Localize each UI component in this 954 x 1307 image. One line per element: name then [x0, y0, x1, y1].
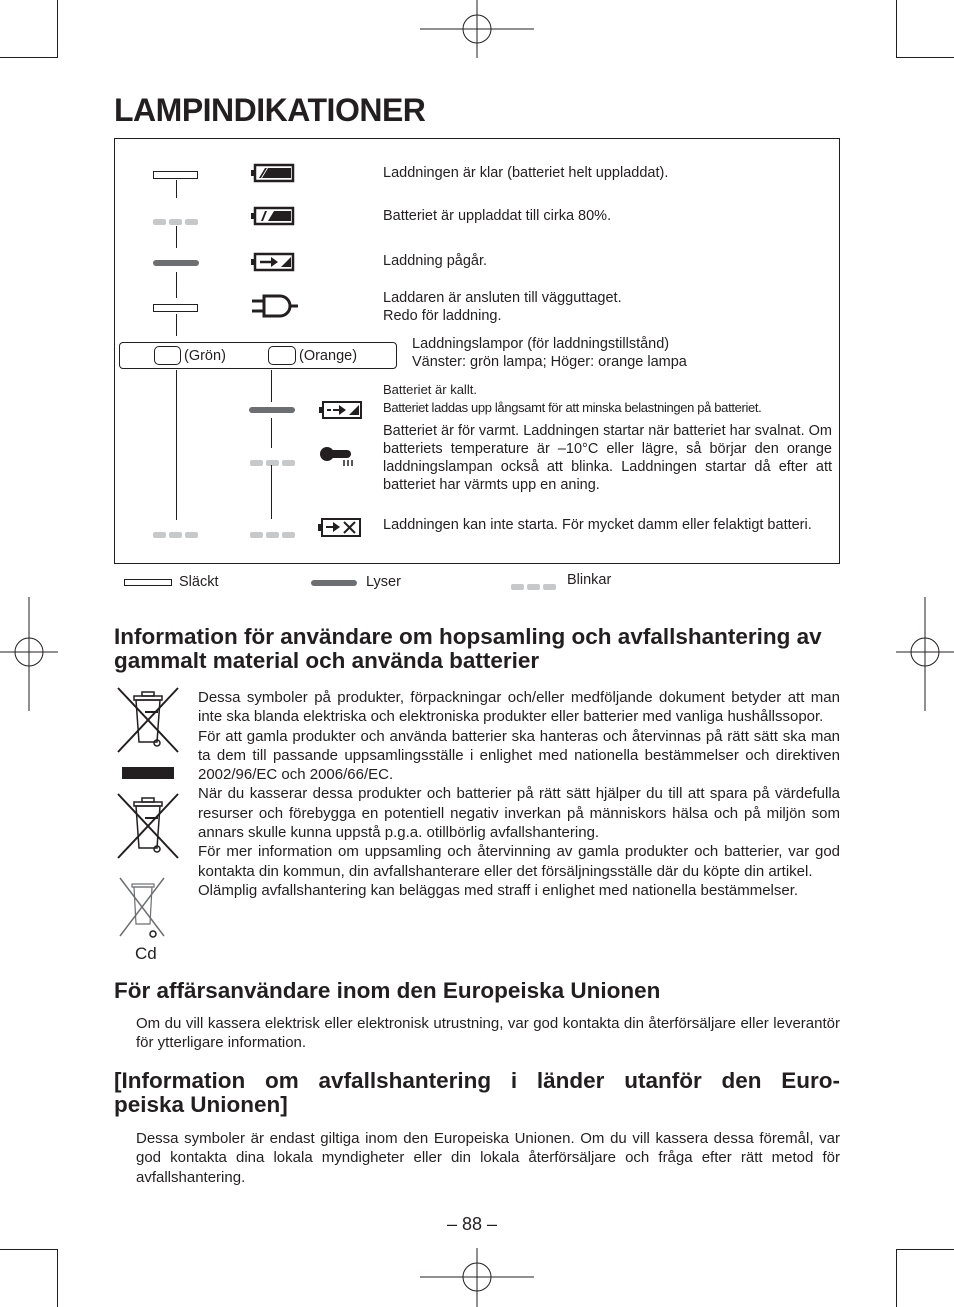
disposal-paragraph: Olämplig avfallshantering kan beläggas med straff i enlighet med nationella bestämmelser.: [198, 881, 799, 899]
legend-on-swatch: [311, 580, 357, 586]
crossed-bin-cd-icon: [108, 872, 172, 942]
battery-error-icon: [318, 517, 364, 539]
legend-off-label: Släckt: [179, 574, 219, 590]
battery-charging-icon: [251, 252, 295, 272]
status-charging-text: Laddning pågår.: [383, 253, 488, 269]
lamp-off: [153, 171, 198, 179]
status-cold-line2: Batteriet laddas upp långsamt för att minska belastningen på batteriet.: [383, 400, 762, 415]
status-cold-line1: Batteriet är kallt.: [383, 382, 477, 397]
disposal-paragraph: För att gamla produkter och använda batterier ska hanteras och återvinnas på rätt sätt ska man ta dem till passande uppsamlingsställe i enlighet med nationella bestämmelser och direktiven 2002/96/EC och 2006/66/EC.: [198, 727, 840, 784]
lamp-blink: [153, 212, 201, 218]
legend-blink-swatch: [511, 577, 559, 583]
disposal-paragraph: För mer information om uppsamling och återvinning av gamla produkter och batterier, var god kontakta din kommun, din avfallshanterare eller det försäljningsställe där du köpte din artikel.: [198, 843, 840, 880]
status-ready-text: [383, 289, 622, 325]
lamp-on: [249, 407, 295, 413]
cd-label: Cd: [135, 944, 157, 963]
battery-slow-icon: [319, 400, 363, 420]
orange-lamp-label: (Orange): [299, 348, 358, 364]
section-heading-disposal: Information för användare om hopsamling och avfallshantering av gammalt material och använda batterier: [114, 624, 822, 673]
status-cold-text: [383, 381, 838, 417]
status-fault-text: Laddningen kan inte starta. För mycket damm eller felaktigt batteri.: [383, 517, 812, 533]
disposal-paragraphs: [198, 688, 840, 900]
lamp-blink: [153, 525, 201, 531]
green-lamp-icon: [154, 346, 181, 365]
legend-on-label: Lyser: [366, 574, 401, 590]
registration-mark-bottom: [420, 1248, 534, 1307]
crossed-bin-icon: [112, 686, 182, 754]
battery-full-icon: [251, 163, 295, 183]
status-80-text: Batteriet är uppladdat till cirka 80%.: [383, 208, 612, 224]
plug-icon: [250, 293, 300, 319]
green-lamp-label: (Grön): [184, 348, 226, 364]
status-ready-line1: Laddaren är ansluten till vägguttaget.: [383, 290, 622, 306]
bar-icon: [122, 767, 174, 779]
section-heading-business: För affärsanvändare inom den Europeiska Unionen: [114, 978, 661, 1003]
legend-off-swatch: [124, 579, 172, 586]
registration-mark-top: [420, 0, 534, 60]
outside-eu-heading-line1: [Information om avfallshantering i länder utanför den Euro-: [114, 1068, 840, 1093]
lamp-header-text: [412, 335, 687, 371]
registration-mark-left: [0, 597, 58, 711]
outside-eu-heading-line2: peiska Unionen]: [114, 1092, 288, 1117]
status-hot-text: Batteriet är för varmt. Laddningen startar när batteriet har svalnat. Om batteriets temperature är –10°C eller lägre, så börjar den orange laddningslampan också att blinka. Laddningen startar då efter att batteriet har värmts upp en aning.: [383, 423, 832, 493]
status-ready-line2: Redo för laddning.: [383, 308, 502, 324]
section-heading-outside-eu: [114, 1069, 840, 1117]
page-title: LAMPINDIKATIONER: [114, 92, 426, 128]
lamp-header-line1: Laddningslampor (för laddningstillstånd): [412, 336, 670, 352]
outside-eu-text: Dessa symboler är endast giltiga inom den Europeiska Unionen. Om du vill kassera dessa föremål, var god kontakta dina lokala myndigheter eller din lokala återförsäljare och fråga efter rätt metod för avfallshantering.: [136, 1130, 840, 1186]
legend-blink-label: Blinkar: [567, 572, 612, 588]
battery-80-icon: [251, 206, 295, 226]
status-full-text: Laddningen är klar (batteriet helt uppladdat).: [383, 165, 669, 181]
registration-mark-right: [896, 597, 954, 711]
business-text: Om du vill kassera elektrisk eller elektronisk utrustning, var god kontakta din återförsäljare eller leverantör för ytterligare information.: [136, 1015, 840, 1052]
lamp-blink: [250, 453, 298, 459]
lamp-blink: [250, 525, 298, 531]
crossed-bin-icon: [112, 792, 182, 860]
page-number: – 88 –: [447, 1214, 498, 1234]
lamp-header-line2: Vänster: grön lampa; Höger: orange lampa: [412, 354, 687, 370]
disposal-paragraph: Dessa symboler på produkter, förpackningar och/eller medföljande dokument betyder att man inte ska blanda elektriska och elektroniska produkter eller batterier med vanliga hushållssopor.: [198, 689, 840, 726]
thermometer-icon: [318, 444, 362, 470]
orange-lamp-icon: [268, 346, 296, 365]
lamp-on: [153, 260, 199, 266]
disposal-paragraph: När du kasserar dessa produkter och batterier på rätt sätt hjälper du till att spara på värdefulla resurser och förebygga en potentiell negativ inverkan på människors hälsa och på miljön som annars skulle kunna uppstå p.g.a. otillbörlig avfallshantering.: [198, 785, 840, 842]
lamp-off: [153, 304, 198, 312]
